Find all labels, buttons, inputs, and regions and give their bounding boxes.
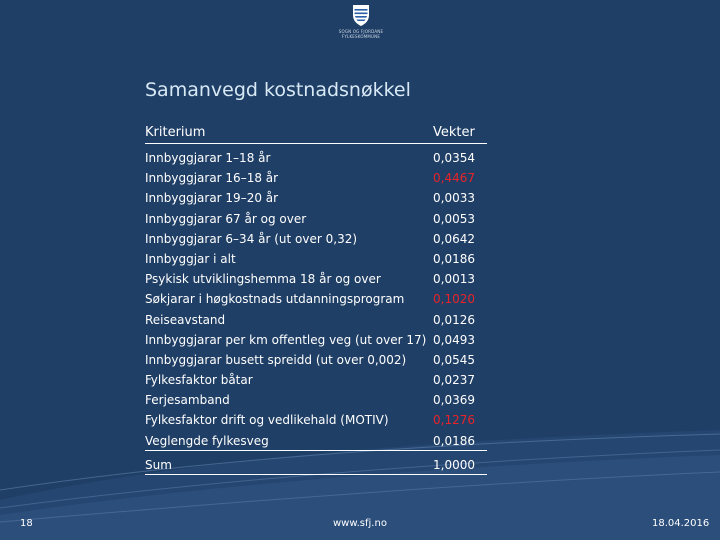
table-row — [145, 350, 487, 370]
table-row — [145, 148, 487, 168]
coat-of-arms-icon — [351, 3, 371, 27]
criterion-cell: Innbyggjarar 67 år og over — [145, 211, 307, 226]
table-row — [145, 370, 487, 390]
weight-cell: 0,1276 — [433, 413, 475, 428]
table-header-row — [145, 122, 487, 144]
table-row — [145, 410, 487, 430]
table-row — [145, 168, 487, 188]
sum-label: Sum — [145, 457, 172, 472]
weight-cell: 0,0642 — [433, 231, 475, 246]
weight-cell: 0,0186 — [433, 433, 475, 448]
weight-cell: 0,0369 — [433, 393, 475, 408]
table-sum-row — [145, 455, 487, 475]
slide-date: 18.04.2016 — [652, 518, 710, 529]
criterion-cell: Fylkesfaktor båtar — [145, 373, 253, 388]
table-row — [145, 330, 487, 350]
criterion-cell: Innbyggjar i alt — [145, 251, 236, 266]
table-row — [145, 390, 487, 410]
logo-text-line1: SOGN OG FJORDANE — [338, 29, 384, 34]
criterion-cell: Reiseavstand — [145, 312, 226, 327]
criterion-cell: Psykisk utviklingshemma 18 år og over — [145, 272, 381, 287]
criterion-cell: Fylkesfaktor drift og vedlikehald (MOTIV) — [145, 413, 389, 428]
table-row — [145, 269, 487, 289]
weight-cell: 0,0013 — [433, 272, 475, 287]
page-number: 18 — [20, 518, 33, 529]
criterion-cell: Innbyggjarar 16–18 år — [145, 171, 279, 186]
sum-value: 1,0000 — [433, 457, 475, 472]
criterion-cell: Innbyggjarar 6–34 år (ut over 0,32) — [145, 231, 358, 246]
criterion-cell: Innbyggjarar 1–18 år — [145, 151, 271, 165]
column-header-criterion: Kriterium — [145, 125, 206, 140]
table-row — [145, 209, 487, 229]
weight-cell: 0,0545 — [433, 352, 475, 367]
criterion-cell: Ferjesamband — [145, 393, 230, 408]
weight-cell: 0,0493 — [433, 332, 475, 347]
weight-cell: 0,0126 — [433, 312, 475, 327]
criterion-cell: Veglengde fylkesveg — [145, 433, 269, 448]
table-row — [145, 431, 487, 451]
slide-title: Samanvegd kostnadsnøkkel — [145, 79, 411, 101]
criterion-cell: Innbyggjarar 19–20 år — [145, 191, 279, 206]
weight-cell: 0,0237 — [433, 373, 475, 388]
table-row — [145, 310, 487, 330]
weight-cell: 0,4467 — [433, 171, 475, 186]
weight-cell: 0,1020 — [433, 292, 475, 307]
weight-cell: 0,0186 — [433, 251, 475, 266]
weight-cell: 0,0033 — [433, 191, 475, 206]
table-row — [145, 289, 487, 309]
criterion-cell: Innbyggjarar busett spreidd (ut over 0,002) — [145, 352, 407, 367]
cost-key-table — [145, 122, 487, 475]
website-link[interactable]: www.sfj.no — [333, 518, 387, 529]
column-header-weight: Vekter — [433, 125, 475, 140]
weight-cell: 0,0053 — [433, 211, 475, 226]
table-body — [145, 148, 487, 451]
criterion-cell: Søkjarar i høgkostnads utdanningsprogram — [145, 292, 405, 307]
table-row — [145, 229, 487, 249]
table-row — [145, 188, 487, 208]
weight-cell: 0,0354 — [433, 151, 475, 165]
organization-logo — [330, 3, 392, 39]
logo-text-line2: FYLKESKOMMUNE — [341, 34, 381, 39]
table-row — [145, 249, 487, 269]
criterion-cell: Innbyggjarar per km offentleg veg (ut over 17) — [145, 332, 427, 347]
